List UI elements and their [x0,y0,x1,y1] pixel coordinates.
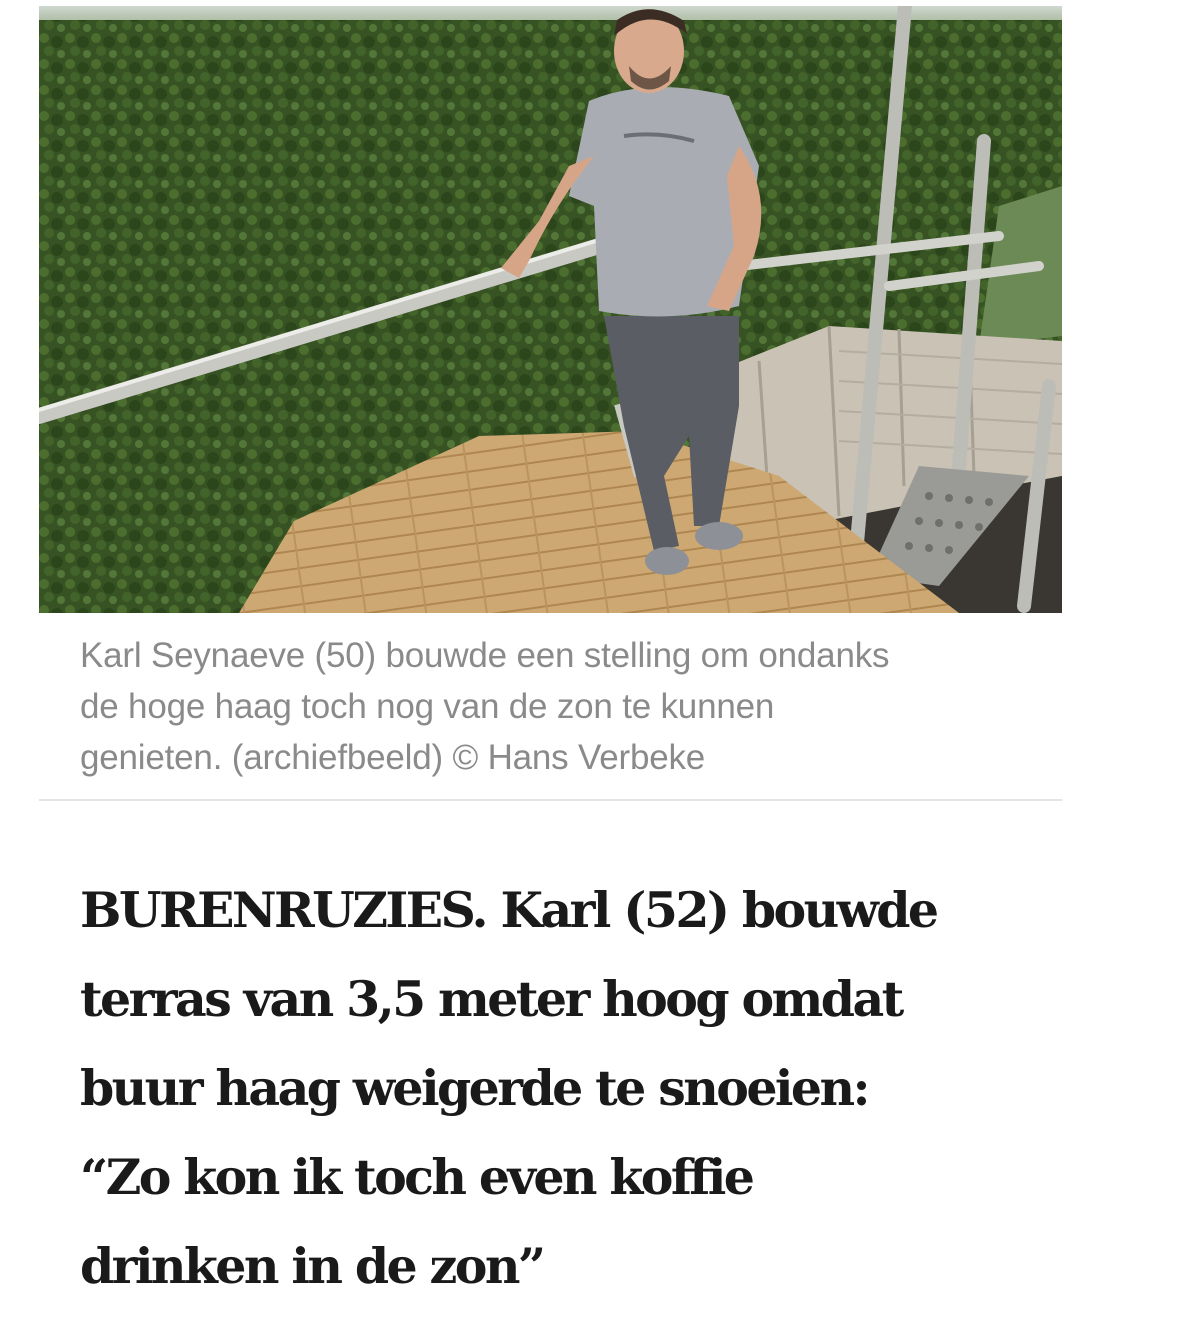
photo-caption [80,630,1040,783]
headline-line: buur haag weigerde te snoeien: [80,1059,868,1117]
headline-line: “Zo kon ik toch even koffie [80,1148,753,1206]
headline-line: terras van 3,5 meter hoog omdat [80,970,902,1028]
divider [39,799,1062,801]
photo-illustration [39,6,1062,613]
article-headline[interactable] [80,866,1080,1311]
caption-line: genieten. (archiefbeeld) © Hans Verbeke [80,738,706,777]
caption-line: Karl Seynaeve (50) bouwde een stelling om ondanks [80,636,890,675]
caption-line: de hoge haag toch nog van de zon te kunnen [80,687,775,726]
headline-line: BURENRUZIES. Karl (52) bouwde [80,881,937,939]
headline-line: drinken in de zon” [80,1237,544,1295]
article-photo[interactable] [39,6,1062,613]
